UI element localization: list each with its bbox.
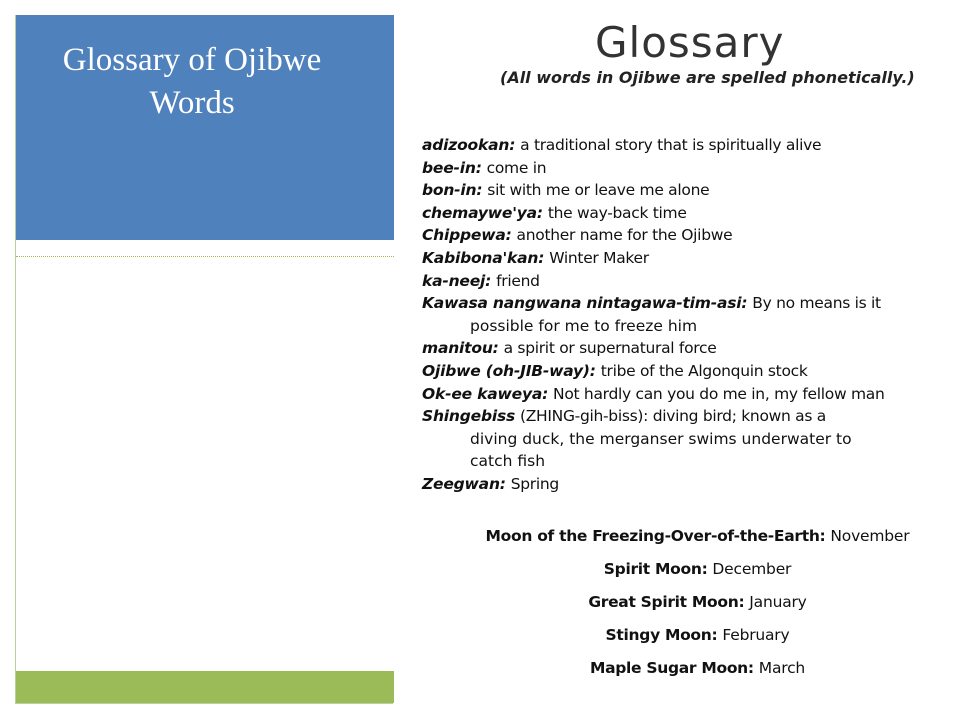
glossary-entry-continuation: diving duck, the merganser swims underwater to	[470, 429, 852, 448]
glossary-entry	[422, 473, 952, 496]
moon-name: Great Spirit Moon:	[588, 593, 745, 611]
entry-term: Chippewa:	[422, 226, 512, 245]
moon-name: Stingy Moon:	[605, 626, 718, 644]
title-box	[16, 15, 394, 240]
moon-month: December	[712, 560, 792, 578]
entry-term: Ok-ee kaweya:	[422, 384, 549, 403]
entry-term: bon-in:	[422, 181, 483, 200]
glossary-image	[400, 0, 955, 720]
glossary-entry-list	[422, 134, 952, 496]
entry-definition: sit with me or leave me alone	[487, 181, 710, 200]
moon-entry	[440, 586, 955, 619]
slide-left-panel	[15, 15, 393, 704]
glossary-entry-continuation: catch fish	[470, 452, 546, 471]
dotted-divider	[16, 256, 394, 257]
glossary-entry	[422, 224, 952, 247]
glossary-entry	[422, 247, 952, 270]
entry-term: bee-in:	[422, 158, 482, 177]
moon-entry	[440, 619, 955, 652]
glossary-entry	[422, 292, 952, 315]
entry-term: manitou:	[422, 339, 499, 358]
entry-definition: Winter Maker	[549, 248, 649, 267]
glossary-entry	[422, 360, 952, 383]
moon-name: Moon of the Freezing-Over-of-the-Earth:	[485, 527, 826, 545]
glossary-entry	[422, 383, 952, 406]
glossary-subtitle: (All words in Ojibwe are spelled phonetically.)	[500, 68, 915, 87]
entry-term: Zeegwan:	[422, 474, 506, 493]
moon-entry	[440, 652, 955, 685]
entry-definition: a spirit or supernatural force	[503, 339, 717, 358]
moon-entry	[440, 553, 955, 586]
moon-month: November	[830, 527, 910, 545]
moon-month: February	[722, 626, 790, 644]
entry-definition: come in	[486, 158, 547, 177]
entry-term: Kawasa nangwana nintagawa-tim-asi:	[422, 294, 748, 313]
moon-list	[440, 520, 955, 685]
slide-title	[16, 39, 368, 125]
entry-term: Ojibwe (oh-JIB-way):	[422, 361, 596, 380]
slide-title-line1: Glossary of Ojibwe	[62, 42, 322, 78]
moon-entry	[440, 520, 955, 553]
glossary-entry	[422, 179, 952, 202]
entry-definition: tribe of the Algonquin stock	[600, 361, 808, 380]
glossary-entry	[422, 202, 952, 225]
entry-term: adizookan:	[422, 136, 516, 154]
entry-term: Kabibona'kan:	[422, 248, 545, 267]
glossary-entry	[422, 134, 952, 157]
entry-definition: friend	[496, 271, 540, 290]
glossary-heading: Glossary	[595, 18, 785, 67]
entry-term: chemaywe'ya:	[422, 203, 543, 222]
footer-bar	[16, 671, 394, 703]
moon-month: January	[749, 593, 807, 611]
entry-definition: another name for the Ojibwe	[516, 226, 733, 245]
entry-definition: (ZHING-gih-biss): diving bird; known as a	[519, 407, 826, 426]
entry-definition: Not hardly can you do me in, my fellow man	[553, 384, 885, 403]
entry-term: ka-neej:	[422, 271, 492, 290]
entry-definition: a traditional story that is spiritually alive	[520, 136, 822, 154]
entry-definition: By no means is it	[752, 294, 881, 313]
entry-term: Shingebiss	[422, 407, 516, 426]
moon-name: Maple Sugar Moon:	[589, 659, 754, 677]
slide-title-line2: Words	[149, 85, 235, 121]
glossary-entry	[422, 270, 952, 293]
glossary-entry	[422, 157, 952, 180]
moon-month: March	[758, 659, 806, 677]
glossary-entry	[422, 337, 952, 360]
glossary-entry	[422, 405, 952, 428]
entry-definition: Spring	[510, 474, 559, 493]
moon-name: Spirit Moon:	[603, 560, 708, 578]
entry-definition: the way-back time	[547, 203, 687, 222]
glossary-entry-continuation: possible for me to freeze him	[470, 316, 698, 335]
